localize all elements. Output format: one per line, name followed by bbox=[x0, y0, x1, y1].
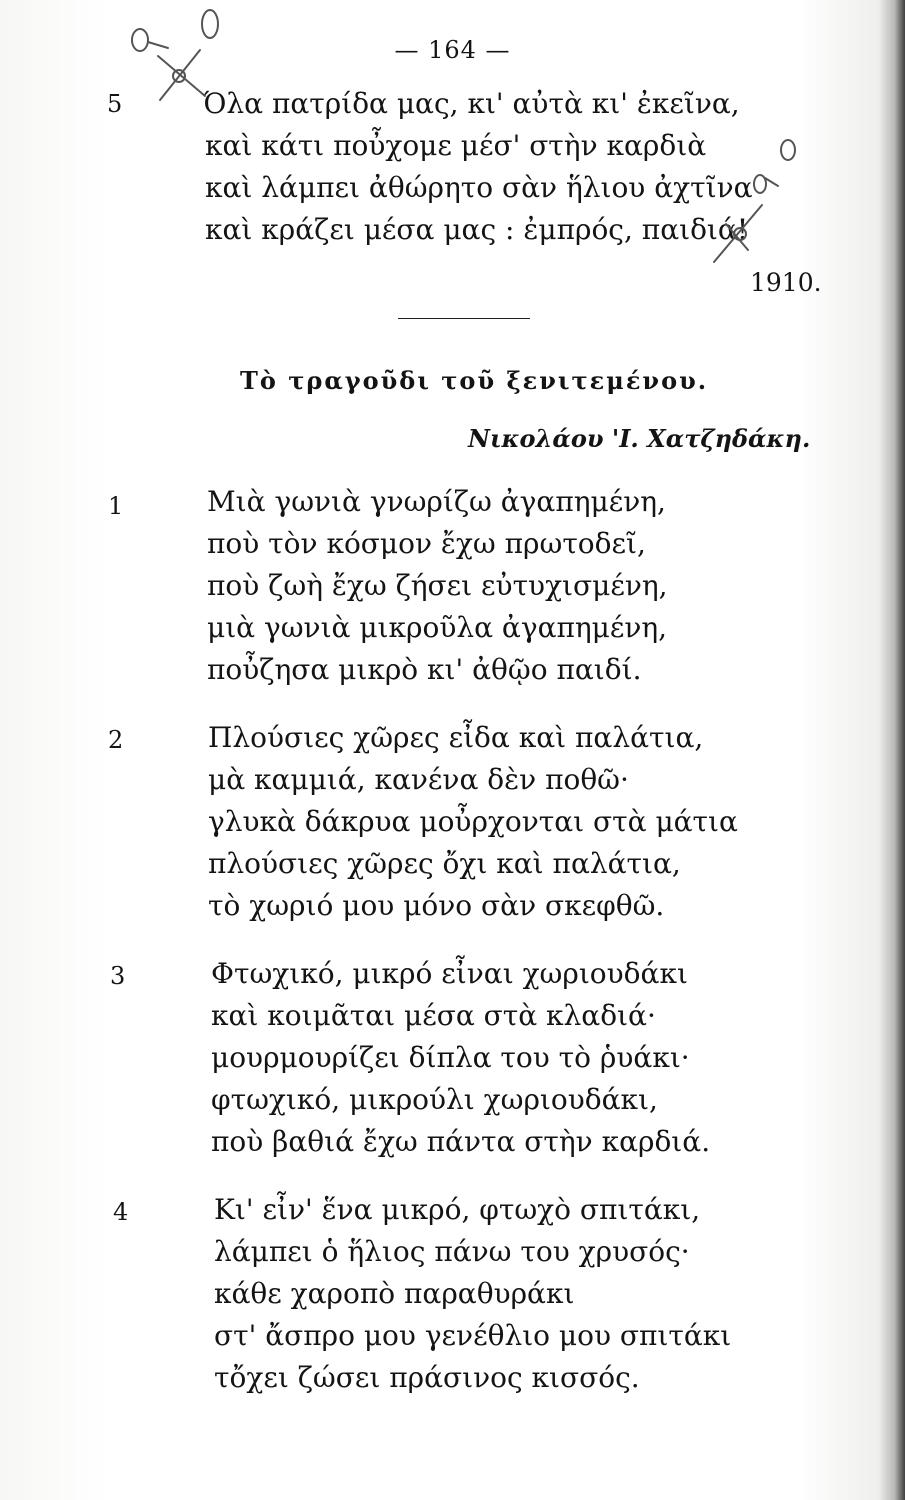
stanza-number: 2 bbox=[108, 726, 124, 754]
stanza-number: 1 bbox=[108, 492, 124, 520]
verse-line: μουρμουρίζει δίπλα του τὸ ῥυάκι· bbox=[211, 1041, 690, 1074]
verse-line: Φτωχικό, μικρό εἶναι χωριουδάκι bbox=[211, 957, 688, 990]
verse-line: μιὰ γωνιὰ μικροῦλα ἀγαπημένη, bbox=[207, 611, 668, 644]
verse-line: κάθε χαροπὸ παραθυράκι bbox=[214, 1277, 575, 1310]
verse-line: ποὺ βαθιά ἔχω πάντα στὴν καρδιά. bbox=[211, 1125, 711, 1158]
poem-title: Τὸ τραγοῦδι τοῦ ξενιτεμένου. bbox=[240, 366, 709, 395]
verse-line: ποὺ ζωὴ ἔχω ζήσει εὐτυχισμένη, bbox=[207, 569, 668, 602]
poem-author: Νικολάου 'Ι. Χατζηδάκη. bbox=[468, 424, 811, 453]
verse-line: ποὺ τὸν κόσμον ἔχω πρωτοδεῖ, bbox=[207, 527, 646, 560]
section-divider bbox=[398, 318, 530, 319]
verse-line: τὄχει ζώσει πράσινος κισσός. bbox=[214, 1361, 640, 1394]
stanza-number: 3 bbox=[110, 962, 126, 990]
verse-line: καὶ κράζει μέσα μας : ἐμπρός, παιδιά! bbox=[205, 213, 749, 246]
verse-line: στ' ἄσπρο μου γενέθλιο μου σπιτάκι bbox=[214, 1319, 732, 1352]
verse-line: φτωχικό, μικρούλι χωριουδάκι, bbox=[211, 1083, 658, 1116]
stanza-number: 5 bbox=[107, 90, 123, 118]
verse-line: Πλούσιες χῶρες εἶδα καὶ παλάτια, bbox=[208, 721, 704, 754]
verse-line: Όλα πατρίδα μας, κι' αὐτὰ κι' ἐκεῖνα, bbox=[203, 87, 740, 120]
verse-line: ποὖζησα μικρὸ κι' ἀθῷο παιδί. bbox=[207, 653, 642, 686]
verse-line: Κι' εἶν' ἕνα μικρό, φτωχὸ σπιτάκι, bbox=[214, 1193, 701, 1226]
page-number: — 164 — bbox=[394, 36, 511, 64]
stanza-number: 4 bbox=[113, 1198, 129, 1226]
verse-line: καὶ λάμπει ἀθώρητο σὰν ἥλιου ἀχτῖνα bbox=[205, 171, 753, 204]
verse-line: τὸ χωριό μου μόνο σὰν σκεφθῶ. bbox=[208, 889, 665, 922]
verse-line: Μιὰ γωνιὰ γνωρίζω ἀγαπημένη, bbox=[207, 485, 666, 518]
verse-line: μὰ καμμιά, κανένα δὲν ποθῶ· bbox=[208, 763, 629, 796]
verse-line: γλυκὰ δάκρυα μοὖρχονται στὰ μάτια bbox=[208, 805, 738, 838]
verse-line: καὶ κοιμᾶται μέσα στὰ κλαδιά· bbox=[211, 999, 656, 1032]
verse-line: λάμπει ὁ ἥλιος πάνω του χρυσός· bbox=[214, 1235, 690, 1268]
verse-line: πλούσιες χῶρες ὄχι καὶ παλάτια, bbox=[208, 847, 681, 880]
poem-year: 1910. bbox=[750, 268, 822, 297]
verse-line: καὶ κάτι ποὖχομε μέσ' στὴν καρδιὰ bbox=[205, 129, 707, 162]
page-spine-shadow bbox=[879, 0, 905, 1500]
